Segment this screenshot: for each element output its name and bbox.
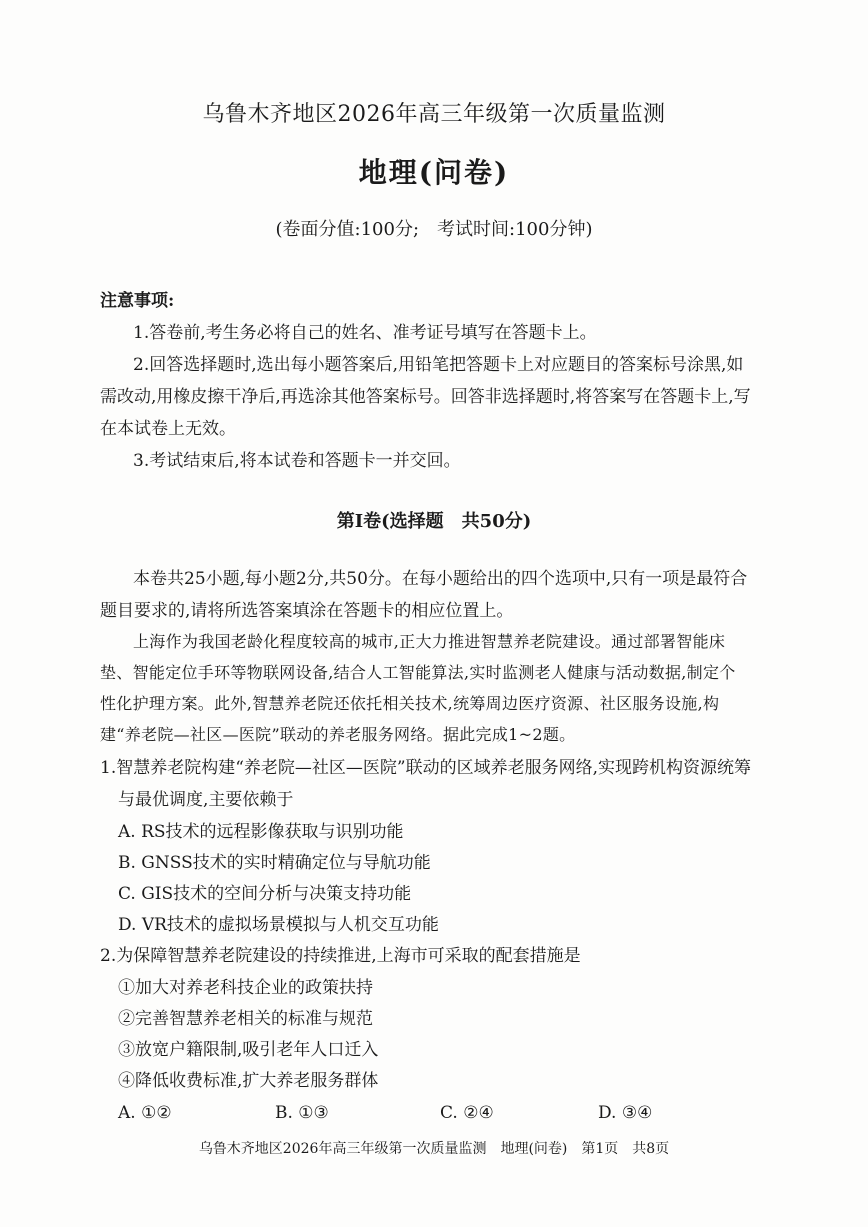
passage-line-2: 垫、智能定位手环等物联网设备,结合人工智能算法,实时监测老人健康与活动数据,制定个 bbox=[100, 663, 736, 682]
question-1-stem-line-2: 与最优调度,主要依赖于 bbox=[118, 790, 294, 810]
question-1-option-c: C. GIS技术的空间分析与决策支持功能 bbox=[118, 884, 412, 904]
section-intro-line-2: 题目要求的,请将所选答案填涂在答题卡的相应位置上。 bbox=[100, 601, 514, 621]
notice-item-1: 1.答卷前,考生务必将自己的姓名、准考证号填写在答题卡上。 bbox=[133, 323, 597, 343]
question-1-stem-line-1: 1.智慧养老院构建“养老院—社区—医院”联动的区域养老服务网络,实现跨机构资源统筹 bbox=[100, 758, 752, 778]
question-1-option-b: B. GNSS技术的实时精确定位与导航功能 bbox=[118, 853, 431, 873]
passage-line-3: 性化护理方案。此外,智慧养老院还依托相关技术,统筹周边医疗资源、社区服务设施,构 bbox=[100, 694, 720, 713]
question-2-option-b: B. ①③ bbox=[275, 1103, 329, 1123]
question-2-measure-2: ②完善智慧养老相关的标准与规范 bbox=[118, 1009, 373, 1029]
question-2-stem: 2.为保障智慧养老院建设的持续推进,上海市可采取的配套措施是 bbox=[100, 946, 581, 966]
question-2-option-c: C. ②④ bbox=[440, 1103, 494, 1123]
question-2-option-d: D. ③④ bbox=[598, 1103, 653, 1123]
notice-item-3: 3.考试结束后,将本试卷和答题卡一并交回。 bbox=[133, 451, 461, 471]
question-1-option-d: D. VR技术的虚拟场景模拟与人机交互功能 bbox=[118, 915, 439, 935]
notice-item-2-line-2: 需改动,用橡皮擦干净后,再选涂其他答案标号。回答非选择题时,将答案写在答题卡上,写 bbox=[100, 387, 751, 407]
exam-info: (卷面分值:100分; 考试时间:100分钟) bbox=[275, 219, 593, 240]
section-intro-line-1: 本卷共25小题,每小题2分,共50分。在每小题给出的四个选项中,只有一项是最符合 bbox=[133, 569, 748, 589]
section-title: 第Ⅰ卷(选择题 共50分) bbox=[336, 511, 532, 532]
page-footer: 乌鲁木齐地区2026年高三年级第一次质量监测 地理(问卷) 第1页 共8页 bbox=[198, 1141, 670, 1157]
question-2-measure-4: ④降低收费标准,扩大养老服务群体 bbox=[118, 1071, 379, 1091]
subject-title: 地理(问卷) bbox=[358, 156, 510, 189]
question-2-measure-1: ①加大对养老科技企业的政策扶持 bbox=[118, 978, 373, 998]
passage-line-1: 上海作为我国老龄化程度较高的城市,正大力推进智慧养老院建设。通过部署智能床 bbox=[133, 632, 726, 651]
notice-heading: 注意事项: bbox=[100, 291, 175, 311]
question-2-option-a: A. ①② bbox=[118, 1103, 172, 1123]
question-1-option-a: A. RS技术的远程影像获取与识别功能 bbox=[118, 822, 404, 842]
exam-title: 乌鲁木齐地区2026年高三年级第一次质量监测 bbox=[202, 102, 666, 127]
notice-item-2-line-3: 在本试卷上无效。 bbox=[100, 419, 236, 439]
notice-item-2-line-1: 2.回答选择题时,选出每小题答案后,用铅笔把答题卡上对应题目的答案标号涂黑,如 bbox=[133, 355, 744, 375]
passage-line-4: 建“养老院—社区—医院”联动的养老服务网络。据此完成1~2题。 bbox=[100, 725, 576, 744]
question-2-measure-3: ③放宽户籍限制,吸引老年人口迁入 bbox=[118, 1040, 379, 1060]
